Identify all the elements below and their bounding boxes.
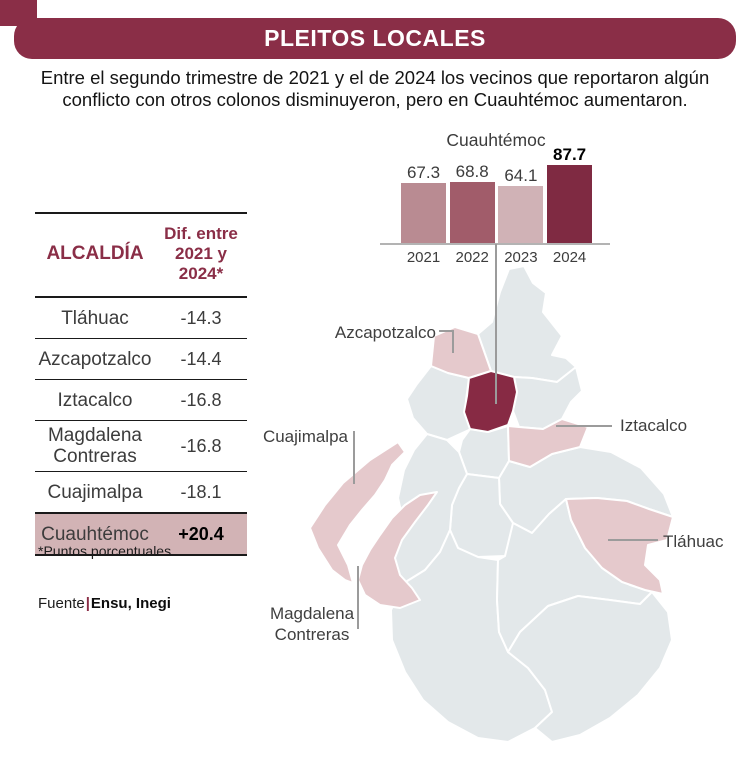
- bar-value-label: 68.8: [455, 162, 489, 182]
- table-cell-dif: -14.3: [180, 307, 222, 328]
- table-cell-dif: -16.8: [180, 435, 222, 456]
- table-cell-alcaldia: Magdalena Contreras: [47, 425, 143, 467]
- bar-2023: [498, 186, 543, 243]
- bar-value-label: 64.1: [504, 166, 538, 186]
- table-cell-dif: -16.8: [180, 389, 222, 410]
- table-cell-alcaldia: Azcapotzalco: [38, 348, 152, 370]
- table-footnote: *Puntos porcentuales: [38, 543, 172, 559]
- region-gustavo-a-madero: [478, 266, 576, 382]
- leader-chart-to-cuauhtemoc: [495, 244, 497, 404]
- page-title: PLEITOS LOCALES: [264, 25, 486, 51]
- source-line: [38, 595, 171, 612]
- bar-year-label: 2023: [504, 249, 538, 266]
- table-cell-alcaldia: Iztacalco: [57, 389, 133, 411]
- bar-2022: [450, 182, 495, 243]
- table-cell-dif: -14.4: [180, 348, 222, 369]
- table-row: [35, 338, 247, 379]
- bar-value-label: 67.3: [406, 163, 441, 183]
- map-label-iztacalco: Iztacalco: [620, 416, 688, 435]
- map-label-tlahuac: Tláhuac: [663, 532, 724, 551]
- title-banner: [14, 18, 736, 59]
- region-cuauhtemoc: [464, 371, 517, 432]
- map-label-azcapotzalco: Azcapotzalco: [334, 323, 436, 342]
- map-label-magdalena-line2: Contreras: [274, 625, 350, 644]
- bar-year-label: 2022: [455, 249, 489, 266]
- bar-2024: [547, 165, 592, 243]
- table-header-row: [35, 214, 247, 298]
- table-cell-dif: -18.1: [180, 481, 222, 502]
- table-header-dif: Dif. entre 2021 y 2024*: [164, 224, 238, 283]
- table-row: [35, 471, 247, 512]
- bar-2021: [401, 183, 446, 243]
- map-label-cuajimalpa: Cuajimalpa: [262, 427, 348, 446]
- table-cell-alcaldia: Tláhuac: [61, 307, 129, 329]
- bar-year-label: 2024: [552, 249, 587, 266]
- source-separator: |: [85, 595, 90, 612]
- bar-value-label: 87.7: [553, 145, 587, 165]
- subtitle: [0, 67, 750, 111]
- table-cell-dif: +20.4: [178, 523, 224, 544]
- alcaldias-table: [35, 212, 247, 556]
- bar-year-label: 2021: [406, 249, 441, 266]
- chart-title: Cuauhtémoc: [446, 130, 546, 150]
- table-row: [35, 420, 247, 471]
- source-value: Ensu, Inegi: [90, 595, 171, 612]
- map-label-magdalena-contreras: [256, 603, 368, 645]
- table-row: [35, 379, 247, 420]
- map-label-magdalena-line1: Magdalena: [269, 604, 355, 623]
- table-header-alcaldia: ALCALDÍA: [46, 243, 144, 264]
- source-label: Fuente: [38, 595, 85, 612]
- table-cell-alcaldia: Cuajimalpa: [47, 481, 143, 503]
- table-body: [35, 298, 247, 556]
- subtitle-line-2: conflicto con otros colonos disminuyeron, pero en Cuauhtémoc aumentaron.: [62, 89, 688, 110]
- table-cell-alcaldia: Cuauhtémoc: [41, 523, 149, 545]
- table-row: [35, 298, 247, 338]
- subtitle-line-1: Entre el segundo trimestre de 2021 y el de 2024 los vecinos que reportaron algún: [40, 67, 710, 88]
